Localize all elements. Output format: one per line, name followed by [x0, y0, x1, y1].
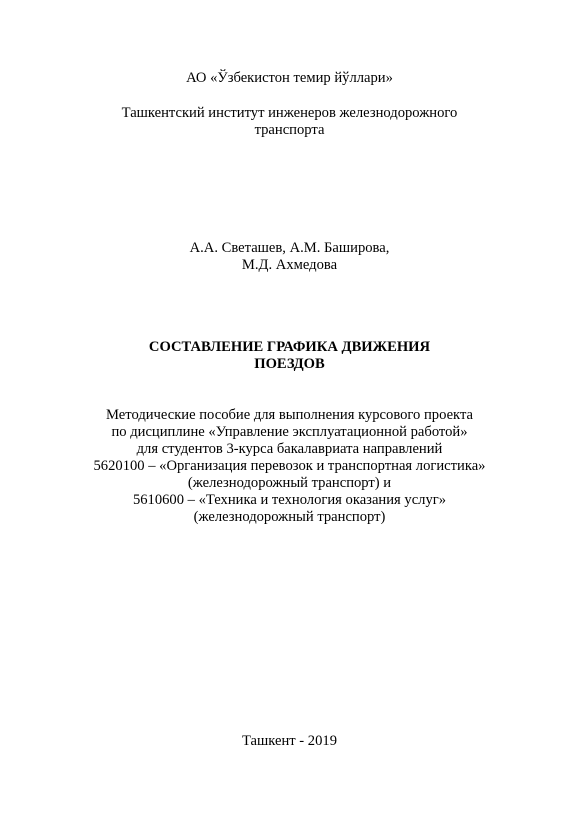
description-line: (железнодорожный транспорт): [193, 509, 386, 525]
organization-name: АО «Ўзбекистон темир йўллари»: [186, 70, 393, 86]
title-line: ПОЕЗДОВ: [254, 356, 325, 372]
authors-line: А.А. Светашев, А.М. Баширова,: [189, 240, 390, 256]
description-line: для студентов 3-курса бакалавриата направлений: [136, 441, 443, 457]
description-line: Методические пособие для выполнения курсового проекта: [106, 407, 473, 423]
institute-line: транспорта: [254, 122, 325, 138]
city-year: Ташкент - 2019: [241, 733, 337, 749]
authors-line: М.Д. Ахмедова: [241, 257, 338, 273]
description-line: 5620100 – «Организация перевозок и транспортная логистика»: [93, 458, 486, 474]
description-line: (железнодорожный транспорт) и: [187, 475, 392, 491]
description-line: по дисциплине «Управление эксплуатационной работой»: [111, 424, 468, 440]
institute-line: Ташкентский институт инженеров железнодорожного: [121, 105, 458, 121]
description-line: 5610600 – «Техника и технология оказания услуг»: [132, 492, 447, 508]
title-line: СОСТАВЛЕНИЕ ГРАФИКА ДВИЖЕНИЯ: [148, 339, 431, 355]
